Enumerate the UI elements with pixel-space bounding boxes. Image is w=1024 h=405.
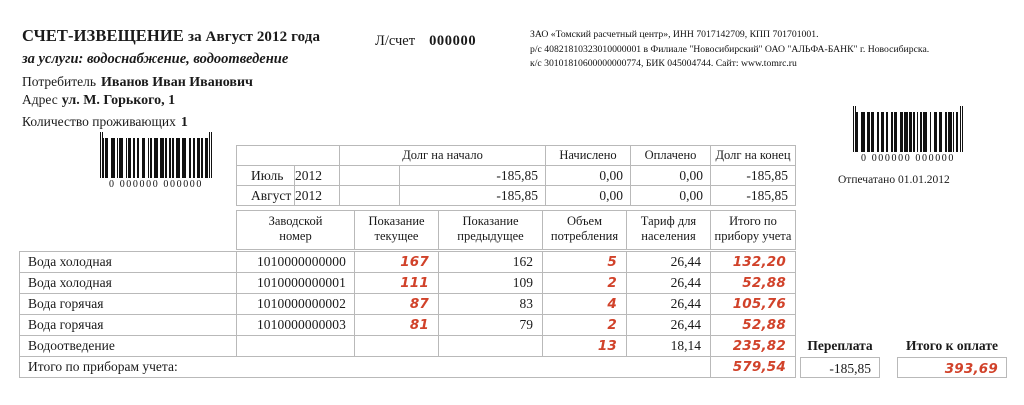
meter-total: 235,82 <box>711 336 796 357</box>
residents-line <box>22 114 320 131</box>
meter-total: 105,76 <box>711 294 796 315</box>
meter-volume: 2 <box>543 315 627 336</box>
consumer-label: Потребитель <box>22 74 97 89</box>
debt-paid: 0,00 <box>631 186 711 206</box>
account-label: Л/счет <box>375 33 416 49</box>
total-due-label: Итого к оплате <box>906 338 998 353</box>
meter-total: 132,20 <box>711 252 796 273</box>
overpay-block <box>800 338 880 378</box>
table-row <box>20 294 796 315</box>
company-details <box>530 28 929 72</box>
debt-month: Июль <box>237 166 295 186</box>
debt-start: -185,85 <box>400 186 546 206</box>
page-title <box>22 26 320 46</box>
table-row <box>20 252 796 273</box>
meter-total: 52,88 <box>711 273 796 294</box>
meter-previous: 162 <box>439 252 543 273</box>
meter-service: Вода холодная <box>20 273 237 294</box>
meter-footer-label: Итого по приборам учета: <box>20 357 711 378</box>
debt-paid: 0,00 <box>631 166 711 186</box>
meter-col-volume-l2: потребления <box>550 229 619 244</box>
meter-serial: 1010000000002 <box>237 294 355 315</box>
debt-start: -185,85 <box>400 166 546 186</box>
meter-col-tariff-l1: Тариф для <box>640 214 697 228</box>
barcode-right-bars <box>853 112 963 152</box>
debt-table <box>236 145 796 206</box>
table-row <box>20 315 796 336</box>
debt-accrued: 0,00 <box>546 166 631 186</box>
meter-col-total-l2: прибору учета <box>714 229 792 244</box>
meter-col-previous-l2: предыдущее <box>457 229 524 244</box>
meter-previous: 79 <box>439 315 543 336</box>
debt-header-accrued: Начислено <box>546 146 631 166</box>
barcode-left-digits: 0 000000 000000 <box>109 179 203 190</box>
company-line-2: р/с 40821810323010000001 в Филиале "Новосибирский" ОАО "АЛЬФА-БАНК" г. Новосибирска. <box>530 43 930 55</box>
meter-footer-row <box>20 357 796 378</box>
consumer-value: Иванов Иван Иванович <box>101 75 253 90</box>
barcode-right <box>853 112 963 164</box>
debt-header-blank <box>237 146 340 166</box>
meter-previous: 109 <box>439 273 543 294</box>
debt-year: 2012 <box>295 166 340 186</box>
barcode-right-digits: 0 000000 000000 <box>861 153 955 164</box>
meter-header-row <box>237 211 796 250</box>
debt-end: -185,85 <box>711 186 796 206</box>
meter-col-serial <box>237 211 355 250</box>
company-line-3: к/с 30101810600000000774, БИК 045004744. Сайт: www.tomrc.ru <box>530 58 797 70</box>
meter-footer-total: 579,54 <box>711 357 796 378</box>
meter-previous <box>439 336 543 357</box>
consumer-line <box>22 74 320 91</box>
meter-service: Водоотведение <box>20 336 237 357</box>
meter-volume: 5 <box>543 252 627 273</box>
residents-value: 1 <box>180 115 188 130</box>
debt-year: 2012 <box>295 186 340 206</box>
meter-col-tariff-l2: населения <box>641 229 696 244</box>
residents-label: Количество проживающих <box>22 114 176 129</box>
meter-table-header <box>236 210 796 250</box>
meter-volume: 2 <box>543 273 627 294</box>
meter-col-current-l1: Показание <box>368 214 425 228</box>
total-due-block <box>897 338 1007 378</box>
meter-tariff: 26,44 <box>627 294 711 315</box>
meter-col-total-l1: Итого по <box>729 214 777 228</box>
meter-volume: 13 <box>543 336 627 357</box>
meter-service: Вода горячая <box>20 315 237 336</box>
barcode-left-bars <box>100 138 212 178</box>
debt-end: -185,85 <box>711 166 796 186</box>
meter-current: 111 <box>355 273 439 294</box>
company-line-1: ЗАО «Томский расчетный центр», ИНН 7017142709, КПП 701701001. <box>530 29 819 40</box>
meter-total: 52,88 <box>711 315 796 336</box>
table-row <box>237 166 796 186</box>
meter-col-serial-l2: номер <box>279 229 312 244</box>
address-line <box>22 92 320 109</box>
meter-col-previous-l1: Показание <box>462 214 519 228</box>
meter-current: 167 <box>355 252 439 273</box>
meter-volume: 4 <box>543 294 627 315</box>
meter-col-volume-l1: Объем <box>567 214 602 228</box>
debt-header-end: Долг на конец <box>711 146 796 166</box>
document-header <box>22 26 320 131</box>
meter-col-total <box>711 211 796 250</box>
meter-col-tariff <box>627 211 711 250</box>
address-value: ул. М. Горького, 1 <box>61 93 176 108</box>
total-due-value: 393,69 <box>897 357 1007 378</box>
meter-tariff: 26,44 <box>627 252 711 273</box>
meter-table-body <box>19 251 796 378</box>
meter-col-current <box>355 211 439 250</box>
meter-serial: 1010000000001 <box>237 273 355 294</box>
printed-date: Отпечатано 01.01.2012 <box>838 174 950 186</box>
debt-blank <box>340 186 400 206</box>
meter-serial: 1010000000003 <box>237 315 355 336</box>
meter-col-serial-l1: Заводской <box>268 214 323 228</box>
overpay-label: Переплата <box>807 338 873 353</box>
meter-col-volume <box>543 211 627 250</box>
meter-previous: 83 <box>439 294 543 315</box>
meter-col-previous <box>439 211 543 250</box>
barcode-left <box>100 138 212 190</box>
account-block <box>375 33 476 50</box>
table-row <box>237 186 796 206</box>
debt-header-start: Долг на начало <box>340 146 546 166</box>
meter-tariff: 26,44 <box>627 273 711 294</box>
debt-table-header-row <box>237 146 796 166</box>
debt-accrued: 0,00 <box>546 186 631 206</box>
title-period: за Август 2012 года <box>187 29 321 45</box>
address-label: Адрес <box>22 92 58 107</box>
account-value: 000000 <box>429 33 477 49</box>
table-row <box>20 273 796 294</box>
meter-tariff: 26,44 <box>627 315 711 336</box>
title-main: СЧЕТ-ИЗВЕЩЕНИЕ <box>22 26 184 45</box>
meter-service: Вода горячая <box>20 294 237 315</box>
meter-current <box>355 336 439 357</box>
meter-current: 81 <box>355 315 439 336</box>
meter-tariff: 18,14 <box>627 336 711 357</box>
services-subtitle: за услуги: водоснабжение, водоотведение <box>22 51 289 67</box>
meter-col-current-l2: текущее <box>374 229 419 244</box>
meter-serial: 1010000000000 <box>237 252 355 273</box>
debt-header-paid: Оплачено <box>631 146 711 166</box>
meter-service: Вода холодная <box>20 252 237 273</box>
meter-serial <box>237 336 355 357</box>
debt-table-body <box>237 146 796 206</box>
debt-month: Август <box>237 186 295 206</box>
table-row <box>20 336 796 357</box>
meter-current: 87 <box>355 294 439 315</box>
debt-blank <box>340 166 400 186</box>
overpay-value: -185,85 <box>800 357 880 378</box>
